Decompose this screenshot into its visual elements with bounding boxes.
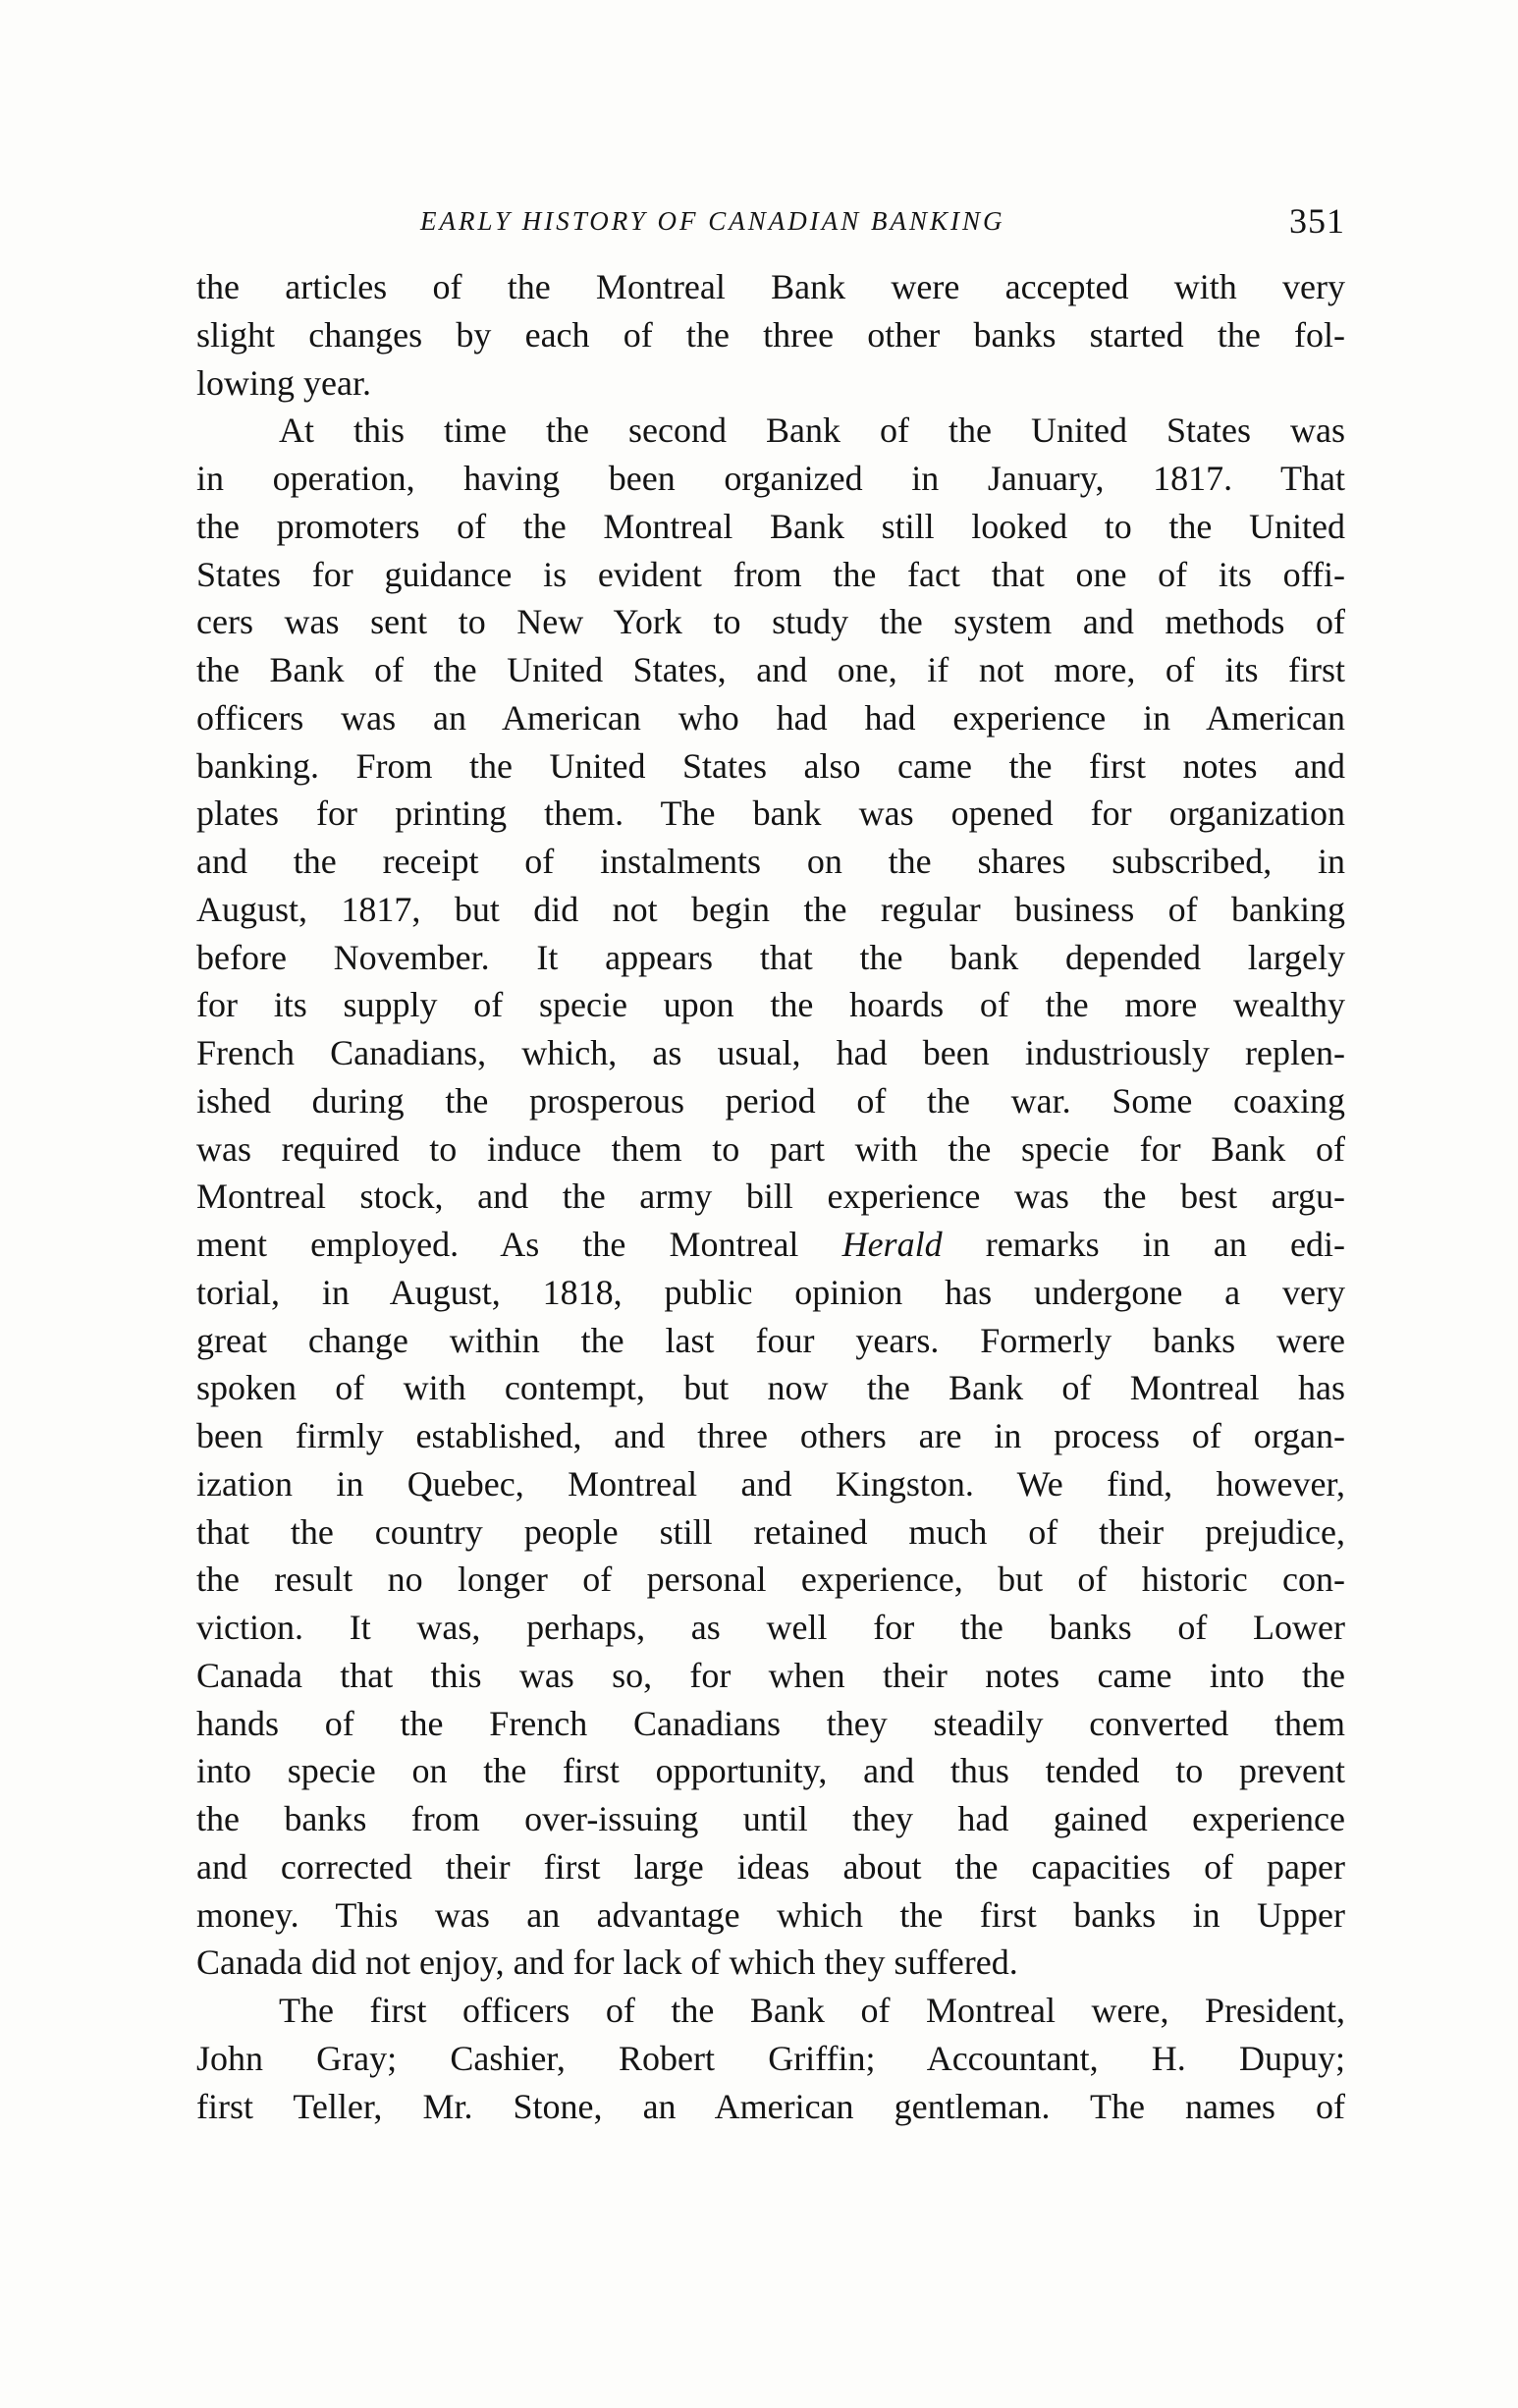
- text-line: Canada did not enjoy, and for lack of which they suffered.: [196, 1943, 1018, 1982]
- text-line: ished during the prosperous period of the war. Some coaxing: [196, 1081, 1345, 1121]
- text-line: spoken of with contempt, but now the Bank of Montreal has: [196, 1368, 1345, 1407]
- text-line: for its supply of specie upon the hoards of the more wealthy: [196, 985, 1345, 1024]
- text-line: viction. It was, perhaps, as well for the banks of Lower: [196, 1608, 1345, 1647]
- text-line: and corrected their first large ideas about the capacities of paper: [196, 1847, 1345, 1887]
- text-line: the promoters of the Montreal Bank still looked to the United: [196, 507, 1345, 546]
- text-line: into specie on the first opportunity, and thus tended to prevent: [196, 1751, 1345, 1790]
- text-line: in operation, having been organized in January, 1817. That: [196, 459, 1345, 498]
- text-line: before November. It appears that the bank depended largely: [196, 938, 1345, 977]
- text-line: The first officers of the Bank of Montreal were, President,: [279, 1991, 1345, 2030]
- text-line: money. This was an advantage which the first banks in Upper: [196, 1895, 1345, 1935]
- text-line: and the receipt of instalments on the shares subscribed, in: [196, 842, 1345, 881]
- text-line: officers was an American who had had experience in American: [196, 698, 1345, 738]
- text-line: first Teller, Mr. Stone, an American gentleman. The names of: [196, 2087, 1345, 2126]
- text-line: [196, 1221, 1345, 1268]
- text-line: cers was sent to New York to study the system and methods of: [196, 602, 1345, 641]
- running-header: [196, 196, 1345, 246]
- running-head-title: EARLY HISTORY OF CANADIAN BANKING: [420, 206, 1005, 236]
- text-line: lowing year.: [196, 363, 371, 403]
- italic-title: Herald: [841, 1225, 943, 1264]
- text-line: that the country people still retained much of their prejudice,: [196, 1512, 1345, 1552]
- text-line: the Bank of the United States, and one, if not more, of its first: [196, 650, 1345, 689]
- text-line: was required to induce them to part with the specie for Bank of: [196, 1129, 1345, 1169]
- text-line: the result no longer of personal experience, but of historic con-: [196, 1560, 1345, 1599]
- text-line: John Gray; Cashier, Robert Griffin; Accountant, H. Dupuy;: [196, 2039, 1345, 2078]
- text-line: Montreal stock, and the army bill experience was the best argu-: [196, 1177, 1345, 1216]
- text-line: the articles of the Montreal Bank were accepted with very: [196, 267, 1345, 306]
- text-line: Canada that this was so, for when their notes came into the: [196, 1656, 1345, 1695]
- text-line: slight changes by each of the three other banks started the fol-: [196, 315, 1345, 355]
- text-line: plates for printing them. The bank was opened for organization: [196, 794, 1345, 833]
- text-line: August, 1817, but did not begin the regular business of banking: [196, 890, 1345, 929]
- page-number: 351: [1289, 201, 1345, 241]
- text-line: great change within the last four years. Formerly banks were: [196, 1321, 1345, 1360]
- text-segment: remarks in an edi-: [942, 1225, 1346, 1264]
- text-line: hands of the French Canadians they steadily converted them: [196, 1704, 1345, 1743]
- text-line: States for guidance is evident from the fact that one of its offi-: [196, 555, 1345, 594]
- text-line: the banks from over-issuing until they had gained experience: [196, 1799, 1345, 1838]
- text-line: French Canadians, which, as usual, had been industriously replen-: [196, 1033, 1345, 1072]
- text-line: torial, in August, 1818, public opinion has undergone a very: [196, 1273, 1345, 1312]
- text-line: At this time the second Bank of the United States was: [279, 410, 1345, 450]
- text-line: banking. From the United States also came the first notes and: [196, 746, 1345, 786]
- text-segment: ment employed. As the Montreal: [196, 1225, 842, 1264]
- text-line: ization in Quebec, Montreal and Kingston. We find, however,: [196, 1464, 1345, 1504]
- text-line: been firmly established, and three others are in process of organ-: [196, 1416, 1345, 1455]
